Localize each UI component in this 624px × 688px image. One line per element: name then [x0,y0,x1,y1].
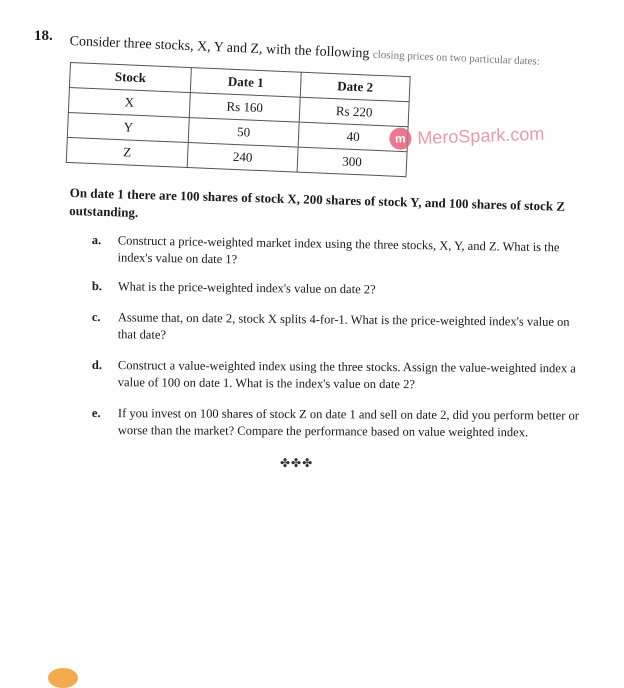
merospark-watermark [389,123,545,150]
part-label: a. [91,232,102,248]
list-item [92,309,582,348]
part-text: Construct a value-weighted index using the three stocks. Assign the value-weighted index a value of 100 on date 1. What is the index's value on date 2? [117,358,576,392]
table-cell-date1: 240 [187,143,298,173]
context-text: On date 1 there are 100 shares of stock X, 200 shares of stock Y, and 100 shares of stock Z outstanding. [69,184,566,220]
watermark-text: MeroSpark.com [417,123,545,148]
table-cell-date2: Rs 220 [299,97,409,127]
end-ornament-icon: ✤✤✤ [280,456,314,470]
list-item [92,278,582,301]
part-label: c. [91,309,101,325]
list-item [92,405,582,442]
table-cell-date2: 300 [297,147,407,177]
stock-price-table [66,62,411,177]
table-cell-date1: Rs 160 [189,93,300,123]
question-context [69,184,580,234]
part-label: b. [91,278,103,294]
table-cell-stock: X [68,87,190,117]
table-cell-date2: 40 [298,122,408,152]
list-item [91,232,581,274]
part-label: e. [91,406,101,421]
table-header-date2: Date 2 [300,72,410,102]
part-text: If you invest on 100 shares of stock Z on date 1 and sell on date 2, did you perform better or worse than the market? Compare the performance based on value weighted index. [117,406,579,440]
corner-mark [48,668,78,688]
table-cell-date1: 50 [188,118,299,148]
question-parts-list [92,232,582,453]
table-cell-stock: Z [66,137,188,167]
question-intro-faint-text: closing prices on two particular dates: [372,48,541,68]
list-item [92,357,582,394]
part-text: Construct a price-weighted market index using the three stocks, X, Y, and Z. What is the index's value on date 1? [117,233,560,267]
table-cell-stock: Y [67,112,189,142]
table-header-stock: Stock [69,63,191,93]
question-number: 18. [34,28,53,44]
part-text: What is the price-weighted index's value on date 2? [117,279,376,297]
part-label: d. [91,357,103,373]
table-header-date1: Date 1 [190,68,301,98]
question-intro-text: Consider three stocks, X, Y and Z, with the following [69,34,370,62]
part-text: Assume that, on date 2, stock X splits 4-for-1. What is the price-weighted index's value on that date? [117,310,570,342]
merospark-logo-icon: m [389,127,412,150]
